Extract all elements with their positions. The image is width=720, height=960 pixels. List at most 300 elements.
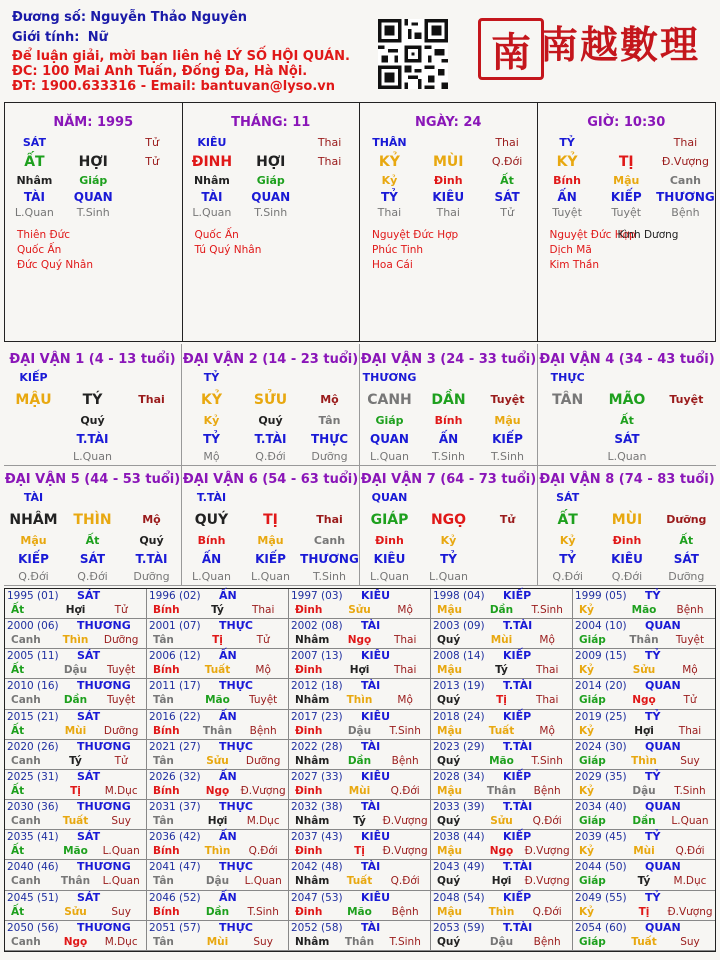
hidden-life: Q.Đới — [77, 570, 108, 583]
hidden-star: SÁT — [494, 190, 520, 204]
pillar-star-row — [5, 135, 182, 151]
hidden-star: QUAN — [251, 190, 291, 204]
year-star: ẤN — [219, 649, 237, 663]
hidden-life: T.Sinh — [254, 206, 288, 219]
year-pillar — [433, 664, 570, 676]
year-branch: Thìn — [204, 845, 231, 858]
year-cell — [431, 679, 573, 709]
year-life-stage: Bệnh — [533, 784, 561, 797]
hidden-star: SÁT — [614, 432, 640, 446]
year-label: 2031 (37) — [149, 801, 201, 814]
dai-van-star: THỰC — [550, 371, 585, 384]
year-branch: Ngọ — [347, 634, 372, 647]
year-stem: Canh — [11, 634, 41, 647]
hidden-stem: Ất — [679, 534, 694, 547]
hidden-life-row — [182, 569, 359, 585]
earthly-branch: DẦN — [431, 392, 466, 408]
year-label: 2022 (28) — [291, 740, 343, 753]
hidden-stem — [538, 413, 597, 429]
year-pillar — [433, 694, 570, 706]
year-life-stage: Tử — [256, 634, 270, 647]
year-pillar — [575, 815, 713, 827]
year-pillar — [291, 875, 428, 887]
dai-van-can-chi — [182, 509, 359, 531]
hidden-star-row — [360, 189, 537, 205]
hidden-stem: Mậu — [257, 534, 284, 547]
special-star: Quốc Ấn — [17, 244, 62, 256]
year-label: 2027 (33) — [291, 770, 343, 783]
hidden-stem — [478, 533, 537, 549]
hidden-star: KIÊU — [373, 552, 406, 566]
year-star: TỶ — [645, 890, 661, 904]
year-label: 2009 (15) — [575, 650, 627, 663]
spacer — [300, 369, 359, 387]
year-label: 1997 (03) — [291, 590, 343, 602]
pillar-can-chi-row — [5, 151, 182, 173]
year-star: SÁT — [77, 709, 101, 723]
year-label: 2020 (26) — [7, 740, 59, 753]
year-life-stage: T.Sinh — [674, 784, 706, 797]
hidden-star: KIÊU — [611, 552, 643, 566]
year-stem: Ất — [11, 784, 25, 797]
year-branch: Tuất — [346, 875, 373, 888]
special-stars-list — [372, 228, 458, 273]
dai-van-star-row — [538, 489, 716, 507]
year-stem: Kỷ — [579, 604, 594, 616]
earthly-branch: TỊ — [618, 154, 634, 170]
special-star: Quốc Ấn — [194, 229, 239, 241]
hidden-stems-row — [360, 173, 537, 189]
hidden-star: TỶ — [380, 190, 398, 204]
pillar-cells — [183, 135, 360, 221]
year-branch: Hợi — [65, 604, 86, 616]
year-stem: Canh — [11, 754, 41, 767]
year-branch: Dậu — [205, 875, 230, 888]
year-pillar — [291, 664, 428, 676]
year-branch: Mão — [63, 845, 88, 858]
hidden-stem: Đinh — [433, 174, 463, 187]
year-branch: Mùi — [64, 724, 87, 737]
dai-van-box — [4, 464, 182, 586]
pillar-life-stage-2: Tử — [145, 155, 159, 168]
year-pillar — [433, 936, 570, 948]
year-label: 2045 (51) — [7, 891, 59, 904]
year-star: ẤN — [219, 589, 237, 602]
year-stem: Đinh — [295, 905, 323, 918]
year-star: KIÊU — [361, 890, 391, 904]
brand-title: 南越數理 — [540, 22, 701, 67]
year-cell — [5, 921, 147, 951]
year-stem: Tân — [153, 815, 174, 828]
year-label: 2029 (35) — [575, 770, 627, 783]
year-life-stage: Suy — [680, 754, 700, 767]
pillar-life-stage: Thai — [317, 136, 342, 149]
year-star: TÀI — [361, 739, 381, 753]
year-pillar — [575, 634, 713, 646]
year-branch: Mão — [205, 694, 230, 707]
spacer — [241, 369, 300, 387]
year-cell — [289, 589, 431, 619]
year-stem: Quý — [437, 815, 461, 828]
year-cell — [431, 860, 573, 890]
year-pillar — [575, 785, 713, 797]
spacer — [657, 369, 716, 387]
pillar-star-row — [538, 135, 716, 151]
year-life-stage: L.Quan — [102, 875, 140, 888]
dai-van-star: THƯƠNG — [362, 371, 417, 384]
hidden-star: KIẾP — [255, 552, 286, 566]
hidden-life: L.Quan — [192, 570, 231, 583]
header — [0, 0, 720, 100]
year-label: 2011 (17) — [149, 680, 201, 693]
year-cell — [147, 679, 289, 709]
year-label: 2048 (54) — [433, 891, 485, 904]
year-label: 2023 (29) — [433, 740, 485, 753]
year-life-stage: Mộ — [539, 724, 555, 737]
year-branch: Thìn — [631, 754, 657, 767]
year-life-stage: Mộ — [255, 664, 271, 677]
year-branch: Mùi — [348, 784, 371, 797]
special-stars-list — [17, 228, 93, 273]
hidden-life — [300, 205, 359, 221]
special-stars-list — [195, 228, 262, 258]
year-label: 2030 (36) — [7, 801, 59, 814]
year-stem: Đinh — [295, 664, 323, 677]
dai-van-row-1 — [4, 344, 716, 462]
spacer — [241, 135, 300, 151]
year-cell — [5, 770, 147, 800]
year-label: 2010 (16) — [7, 680, 59, 693]
year-pillar — [433, 875, 570, 887]
year-pillar — [291, 755, 428, 767]
year-life-stage: Suy — [253, 935, 273, 948]
year-cell — [573, 800, 715, 830]
year-branch: Sửu — [632, 664, 656, 677]
year-cell — [431, 589, 573, 619]
year-pillar — [575, 906, 713, 918]
hidden-stems-row — [4, 413, 181, 429]
year-star: THỰC — [219, 860, 253, 874]
year-pillar — [433, 755, 570, 767]
pillar-can-chi-row — [183, 151, 360, 173]
year-pillar — [7, 906, 144, 918]
year-branch: Ngọ — [205, 784, 230, 797]
year-label: 2003 (09) — [433, 620, 485, 633]
year-star: ẤN — [219, 830, 237, 844]
hidden-star: ẤN — [201, 552, 222, 566]
year-star: THƯƠNG — [77, 619, 131, 633]
hidden-stem: Mậu — [20, 534, 47, 547]
year-label: 2044 (50) — [575, 861, 627, 874]
hidden-stems-row — [183, 173, 360, 189]
year-cell — [573, 860, 715, 890]
year-stem: Mậu — [437, 724, 463, 737]
gender-line: Giới tính: Nữ — [12, 30, 108, 45]
year-life-stage: Dưỡng — [103, 634, 139, 647]
year-pillar — [291, 725, 428, 737]
heavenly-stem: KỶ — [556, 154, 578, 170]
dai-van-box — [538, 344, 716, 466]
earthly-branch: TÝ — [82, 392, 103, 408]
spacer — [241, 489, 300, 507]
year-life-stage: Đ.Vượng — [524, 875, 570, 888]
year-life-stage: Đ.Vượng — [382, 815, 428, 828]
hidden-star: ẤN — [557, 190, 577, 204]
year-life-stage: Tuyệt — [249, 694, 278, 707]
hidden-star-row — [360, 431, 537, 447]
pillar-star: KIÊU — [197, 136, 227, 149]
year-label: 2008 (14) — [433, 650, 485, 663]
pillar-title: NĂM: 1995 — [53, 115, 134, 130]
year-branch: Mùi — [206, 935, 229, 948]
year-label: 2016 (22) — [149, 710, 201, 723]
dai-van-star: TÀI — [23, 491, 44, 504]
hidden-life — [538, 449, 597, 465]
hidden-life: Q.Đới — [611, 570, 643, 583]
year-branch: Tị — [212, 634, 223, 647]
year-star: THỰC — [219, 619, 253, 633]
hidden-star: T.TÀI — [254, 432, 287, 446]
year-life-stage: Dưỡng — [103, 724, 139, 737]
year-stem: Bính — [153, 604, 180, 616]
year-label: 2051 (57) — [149, 921, 201, 934]
spacer — [63, 489, 122, 507]
hidden-star-row — [5, 189, 182, 205]
year-label: 2034 (40) — [575, 801, 627, 814]
year-life-stage: Tuyệt — [107, 694, 136, 707]
year-life-stage: L.Quan — [244, 875, 282, 888]
year-label: 2014 (20) — [575, 680, 627, 693]
year-stem: Canh — [11, 935, 41, 948]
heavenly-stem: ĐINH — [191, 154, 233, 170]
address-line: ĐC: 100 Mai Anh Tuấn, Đống Đa, Hà Nội. — [12, 64, 308, 79]
dai-van-star: SÁT — [556, 491, 580, 504]
year-label: 2039 (45) — [575, 831, 627, 844]
dai-van-star: T.TÀI — [196, 491, 227, 504]
year-star: KIẾP — [503, 769, 532, 783]
year-label: 2032 (38) — [291, 801, 343, 814]
year-label: 1995 (01) — [7, 590, 59, 602]
year-cell — [573, 770, 715, 800]
year-label: 2000 (06) — [7, 620, 59, 633]
hidden-life: L.Quan — [607, 450, 647, 463]
year-life-stage: Q.Đới — [248, 845, 278, 858]
spacer — [597, 489, 656, 507]
year-life-stage: L.Quan — [102, 845, 140, 858]
year-cell — [289, 649, 431, 679]
year-label: 1996 (02) — [149, 590, 201, 602]
hidden-life — [123, 205, 182, 221]
spacer — [419, 369, 478, 387]
hidden-stem: Mậu — [613, 174, 640, 187]
year-life-stage: T.Sinh — [531, 754, 563, 767]
year-label: 2049 (55) — [575, 891, 627, 904]
pillar-column — [538, 103, 716, 341]
year-stem: Canh — [11, 815, 41, 828]
hidden-life: L.Quan — [192, 206, 232, 219]
year-pillar — [433, 815, 570, 827]
dai-van-can-chi — [182, 389, 359, 411]
year-branch: Tý — [637, 875, 651, 888]
year-branch: Mùi — [633, 845, 655, 858]
hidden-stem — [657, 413, 716, 429]
hidden-life: T.Sinh — [432, 450, 465, 463]
four-pillars-table — [4, 102, 716, 342]
hidden-stem: Canh — [313, 534, 346, 547]
year-life-stage: Bệnh — [391, 754, 419, 767]
year-stem: Quý — [437, 634, 461, 647]
hidden-stem: Bính — [197, 534, 226, 547]
special-star: Dịch Mã — [549, 244, 592, 256]
year-cell — [147, 770, 289, 800]
pillar-column — [5, 103, 183, 341]
year-pillar — [7, 936, 144, 948]
hidden-life: Dưỡng — [311, 450, 348, 463]
year-branch: Thân — [629, 634, 659, 647]
year-label: 2046 (52) — [149, 891, 201, 904]
hidden-star: T.TÀI — [135, 552, 168, 566]
dai-van-box — [182, 344, 360, 466]
year-pillar — [149, 815, 286, 827]
year-cell — [573, 891, 715, 921]
year-pillar — [149, 755, 286, 767]
year-cell — [5, 800, 147, 830]
year-branch: Thân — [486, 784, 517, 797]
year-life-stage: Thai — [678, 724, 702, 737]
year-label: 2019 (25) — [575, 710, 627, 723]
year-star: TỶ — [645, 589, 661, 602]
year-stem: Ất — [11, 724, 25, 737]
hidden-stems-row — [538, 173, 716, 189]
year-cell — [573, 740, 715, 770]
hidden-stems-row — [360, 533, 537, 549]
year-cell — [147, 800, 289, 830]
hidden-stem: Canh — [669, 174, 701, 187]
year-stem: Đinh — [295, 845, 323, 858]
year-branch: Tuất — [204, 664, 231, 677]
year-star: TỶ — [645, 769, 661, 783]
hidden-stem: Kỷ — [559, 534, 576, 547]
life-stage: Tuyệt — [490, 393, 525, 406]
hidden-stem: Quý — [258, 414, 283, 427]
earthly-branch: HỢI — [256, 154, 286, 170]
spacer — [597, 369, 656, 387]
year-star: QUAN — [645, 920, 681, 934]
year-life-stage: Tuyệt — [107, 664, 136, 677]
year-pillar — [575, 755, 713, 767]
hidden-life: T.Sinh — [313, 570, 346, 583]
year-stem: Mậu — [437, 784, 463, 797]
year-label: 2013 (19) — [433, 680, 485, 693]
year-branch: Dần — [632, 815, 656, 828]
year-stem: Giáp — [579, 754, 606, 767]
hidden-life — [4, 449, 63, 465]
year-life-stage: Đ.Vượng — [524, 845, 570, 858]
hidden-stems-row — [538, 533, 716, 549]
hidden-star: QUAN — [73, 190, 113, 204]
year-stem: Giáp — [579, 935, 606, 948]
dai-van-star-row — [4, 369, 181, 387]
special-star: Nguyệt Đức Hợp — [549, 229, 636, 241]
year-stem: Đinh — [295, 724, 323, 737]
year-star: SÁT — [77, 769, 101, 783]
year-star: T.TÀI — [503, 860, 533, 874]
earthly-branch: TỊ — [263, 512, 278, 528]
heavenly-stem: NHÂM — [9, 512, 58, 528]
year-stem: Tân — [153, 694, 174, 707]
contact-note: Để luận giải, mời bạn liên hệ LÝ SỐ HỘI QUÁN. — [12, 49, 350, 64]
hidden-star-row — [4, 431, 181, 447]
hidden-life: L.Quan — [370, 450, 409, 463]
year-cell — [147, 649, 289, 679]
hidden-stem: Nhâm — [16, 174, 53, 187]
year-cell — [431, 770, 573, 800]
year-star: SÁT — [77, 649, 101, 663]
dai-van-star-row — [538, 369, 716, 387]
hidden-star: QUAN — [370, 432, 409, 446]
year-pillar — [433, 725, 570, 737]
year-label: 2050 (56) — [7, 921, 59, 934]
life-stage: Thai — [316, 513, 343, 526]
year-life-stage: M.Dục — [104, 935, 138, 948]
year-pillar — [149, 725, 286, 737]
year-cell — [573, 679, 715, 709]
hidden-stems-row — [538, 413, 716, 429]
year-star: KIÊU — [361, 589, 391, 602]
year-pillar — [575, 845, 713, 857]
year-label: 2006 (12) — [149, 650, 201, 663]
hidden-star: SÁT — [673, 552, 699, 566]
year-branch: Tý — [69, 754, 82, 767]
hidden-life-row — [4, 569, 181, 585]
year-cell — [573, 649, 715, 679]
year-star: QUAN — [645, 619, 681, 633]
pillar-cells — [360, 135, 537, 221]
year-life-stage: Q.Đới — [390, 784, 420, 797]
year-star: KIẾP — [503, 890, 532, 904]
hidden-life: Dưỡng — [133, 570, 170, 583]
year-stem: Giáp — [579, 634, 606, 647]
year-pillar — [7, 845, 144, 857]
year-life-stage: Đ.Vượng — [667, 905, 713, 918]
dai-van-title: ĐẠI VẬN 3 (24 - 33 tuổi) — [360, 352, 537, 367]
year-stem: Ất — [11, 905, 25, 918]
hidden-life: Dưỡng — [668, 570, 705, 583]
year-cell — [5, 589, 147, 619]
earthly-branch: MÙI — [611, 512, 643, 528]
year-star: KIẾP — [503, 649, 532, 663]
owner-line: Đương số: Nguyễn Thảo Nguyên — [12, 10, 248, 25]
year-branch: Tuất — [631, 935, 657, 948]
red-seal-logo: 南 — [478, 18, 544, 80]
year-cell — [5, 830, 147, 860]
earthly-branch: THÌN — [73, 512, 112, 528]
year-label: 2015 (21) — [7, 710, 59, 723]
pillar-title: THÁNG: 11 — [231, 115, 311, 130]
year-star: SÁT — [77, 830, 101, 844]
hidden-stem: Quý — [80, 414, 105, 427]
hidden-life-row — [538, 205, 716, 221]
year-stem: Tân — [153, 634, 174, 647]
hidden-life-row — [360, 205, 537, 221]
year-label: 2037 (43) — [291, 831, 343, 844]
year-label: 2017 (23) — [291, 710, 343, 723]
year-stem: Mậu — [437, 845, 463, 858]
year-star: THƯƠNG — [77, 679, 131, 693]
year-stem: Bính — [153, 905, 180, 918]
hidden-star-row — [360, 551, 537, 567]
pillar-star: SÁT — [22, 136, 46, 149]
